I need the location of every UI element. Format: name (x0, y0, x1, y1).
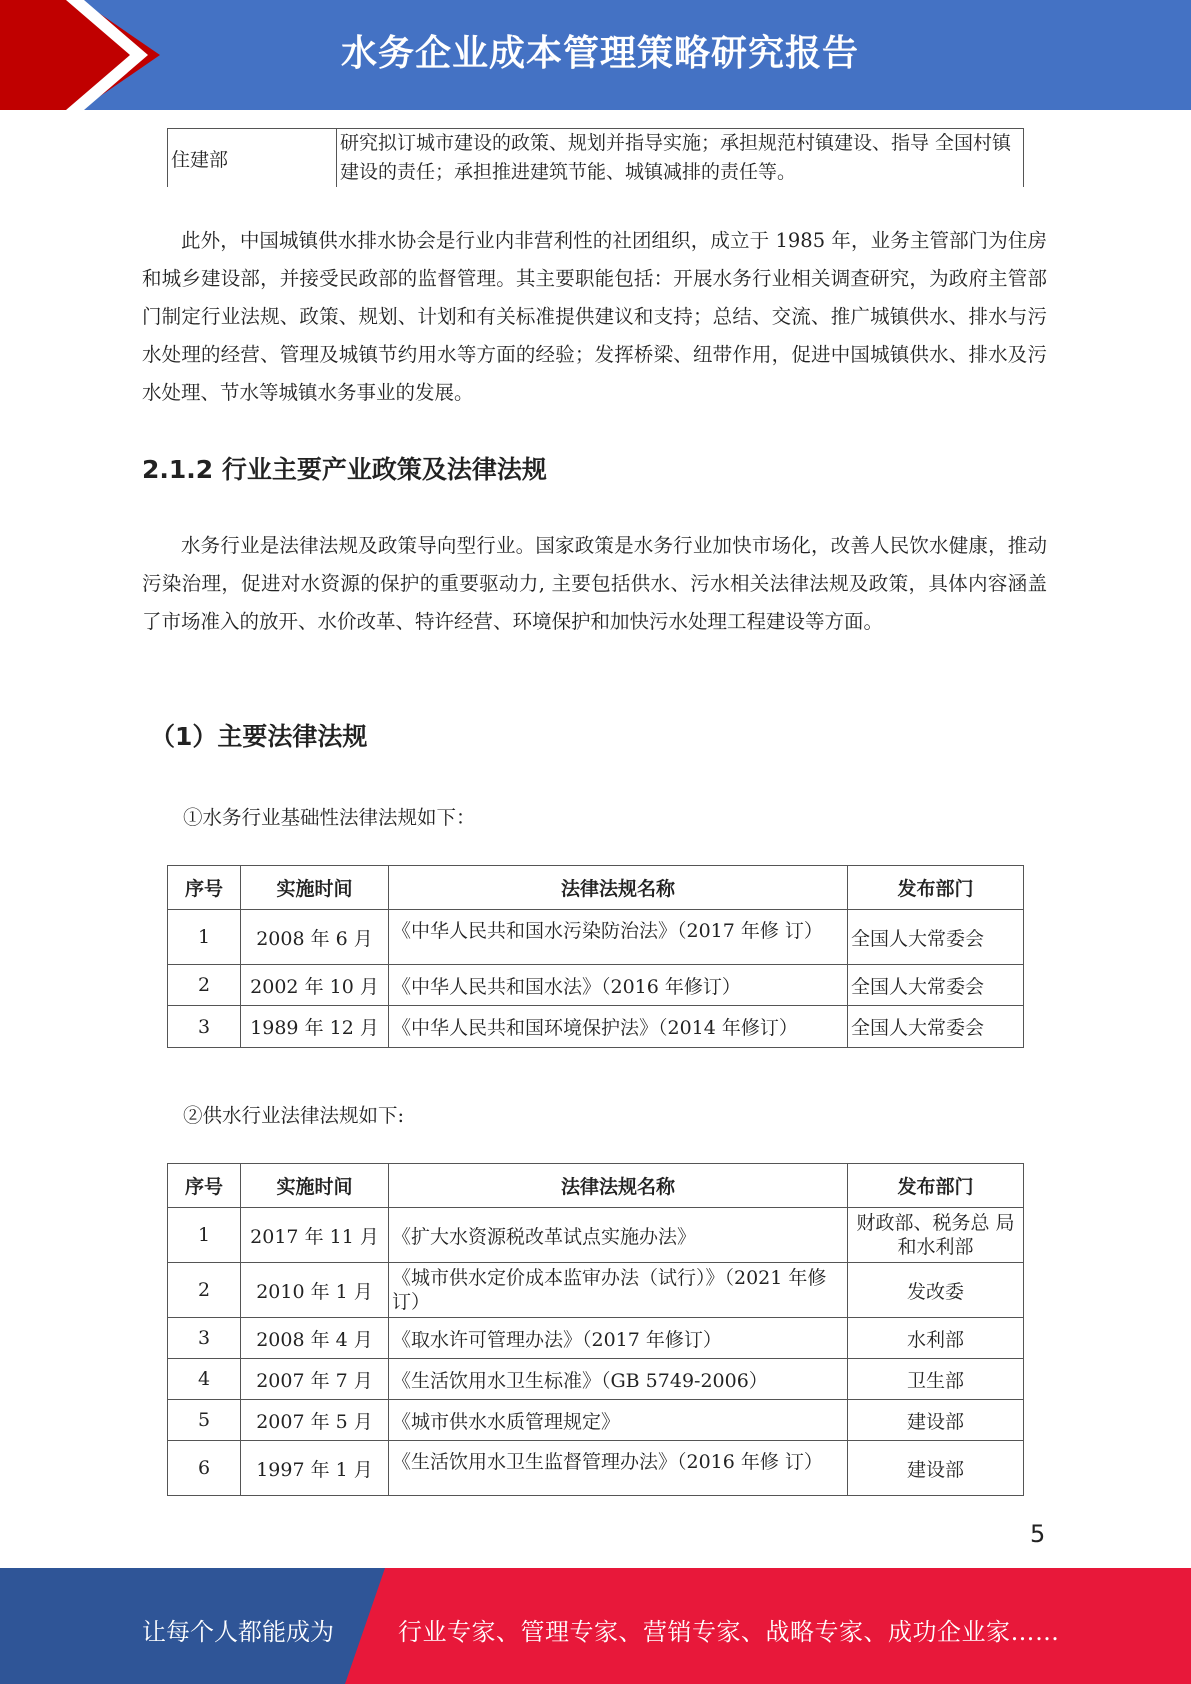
table-row (168, 1400, 1024, 1441)
cell-name: 《中华人民共和国水污染防治法》（2017 年修 订） (389, 910, 848, 965)
table-row (168, 910, 1024, 965)
page-number: 5 (1030, 1520, 1046, 1548)
cell-date: 2002 年 10 月 (241, 965, 389, 1006)
document-title: 水务企业成本管理策略研究报告 (340, 33, 859, 74)
col-header-name: 法律法规名称 (389, 866, 848, 910)
cell-date: 1989 年 12 月 (241, 1006, 389, 1048)
paragraph-policy: 水务行业是法律法规及政策导向型行业。国家政策是水务行业加快市场化，改善人民饮水健康，推动污染治理，促进对水资源的保护的重要驱动力, 主要包括供水、污水相关法律法规及政策，具体内容涵盖了市场准入的放开、水价改革、特许经营、环境保护和加快污水处理工程建设等方面。 (142, 534, 1047, 633)
cell-date: 2007 年 5 月 (241, 1400, 389, 1441)
cell-date: 2008 年 6 月 (241, 910, 389, 965)
header-chevron-icon (0, 0, 160, 110)
table-row (168, 1318, 1024, 1359)
table-row (168, 1263, 1024, 1318)
col-header-name: 法律法规名称 (389, 1164, 848, 1208)
col-header-date: 实施时间 (241, 1164, 389, 1208)
table-header-row (168, 866, 1024, 910)
cell-dept: 建设部 (848, 1441, 1024, 1496)
cell-name: 《城市供水水质管理规定》 (389, 1400, 848, 1441)
cell-date: 2017 年 11 月 (241, 1208, 389, 1263)
cell-no: 2 (168, 1263, 241, 1318)
col-header-no: 序号 (168, 1164, 241, 1208)
col-header-dept: 发布部门 (848, 1164, 1024, 1208)
cell-name: 《城市供水定价成本监审办法（试行）》（2021 年修订） (389, 1263, 848, 1318)
subsection-heading: （1）主要法律法规 (150, 722, 368, 751)
col-header-no: 序号 (168, 866, 241, 910)
table-row (168, 1208, 1024, 1263)
cell-dept: 全国人大常委会 (848, 1006, 1024, 1048)
cell-no: 6 (168, 1441, 241, 1496)
cell-name: 《中华人民共和国环境保护法》（2014 年修订） (389, 1006, 848, 1048)
cell-no: 1 (168, 1208, 241, 1263)
cell-dept: 建设部 (848, 1400, 1024, 1441)
cell-dept: 全国人大常委会 (848, 910, 1024, 965)
footer-slogan-left: 让每个人都能成为 (142, 1618, 334, 1646)
cell-no: 5 (168, 1400, 241, 1441)
cell-date: 2008 年 4 月 (241, 1318, 389, 1359)
cell-dept: 卫生部 (848, 1359, 1024, 1400)
cell-name: 《中华人民共和国水法》（2016 年修订） (389, 965, 848, 1006)
table-row (168, 1441, 1024, 1496)
cell-no: 2 (168, 965, 241, 1006)
cell-date: 2007 年 7 月 (241, 1359, 389, 1400)
cell-dept: 水利部 (848, 1318, 1024, 1359)
cell-name: 《生活饮用水卫生标准》（GB 5749-2006） (389, 1359, 848, 1400)
cell-no: 1 (168, 910, 241, 965)
cell-dept: 发改委 (848, 1263, 1024, 1318)
table-header-row (168, 1164, 1024, 1208)
cell-dept: 财政部、税务总 局和水利部 (848, 1208, 1024, 1263)
col-header-date: 实施时间 (241, 866, 389, 910)
water-supply-laws-table (167, 1163, 1024, 1496)
duty-cell: 研究拟订城市建设的政策、规划并指导实施；承担规范村镇建设、指导 全国村镇建设的责任；承担推进建筑节能、城镇减排的责任等。 (337, 129, 1024, 188)
cell-no: 3 (168, 1006, 241, 1048)
cell-no: 4 (168, 1359, 241, 1400)
cell-name: 《生活饮用水卫生监督管理办法》（2016 年修 订） (389, 1441, 848, 1496)
cell-no: 3 (168, 1318, 241, 1359)
continued-duty-table (167, 128, 1024, 187)
col-header-dept: 发布部门 (848, 866, 1024, 910)
cell-date: 2010 年 1 月 (241, 1263, 389, 1318)
basic-laws-table (167, 865, 1024, 1048)
footer-slogan-right: 行业专家、管理专家、营销专家、战略专家、成功企业家…… (398, 1618, 1060, 1646)
table-row (168, 965, 1024, 1006)
cell-date: 1997 年 1 月 (241, 1441, 389, 1496)
section-heading: 2.1.2 行业主要产业政策及法律法规 (142, 455, 547, 484)
cell-dept: 全国人大常委会 (848, 965, 1024, 1006)
table1-caption: ①水务行业基础性法律法规如下： (183, 806, 476, 829)
cell-name: 《取水许可管理办法》（2017 年修订） (389, 1318, 848, 1359)
table-row (168, 1359, 1024, 1400)
dept-cell: 住建部 (168, 129, 337, 188)
table-row (168, 1006, 1024, 1048)
table2-caption: ②供水行业法律法规如下: (183, 1104, 405, 1127)
cell-name: 《扩大水资源税改革试点实施办法》 (389, 1208, 848, 1263)
paragraph-association: 此外，中国城镇供水排水协会是行业内非营利性的社团组织，成立于 1985 年，业务主管部门为住房和城乡建设部，并接受民政部的监督管理。其主要职能包括：开展水务行业相关调查研究，为政府主管部门制定行业法规、政策、规划、计划和有关标准提供建议和支持；总结、交流、推广城镇供水、排水与污水处理的经营、管理及城镇节约用水等方面的经验；发挥桥梁、纽带作用，促进中国城镇供水、排水及污水处理、节水等城镇水务事业的发展。 (142, 229, 1047, 404)
